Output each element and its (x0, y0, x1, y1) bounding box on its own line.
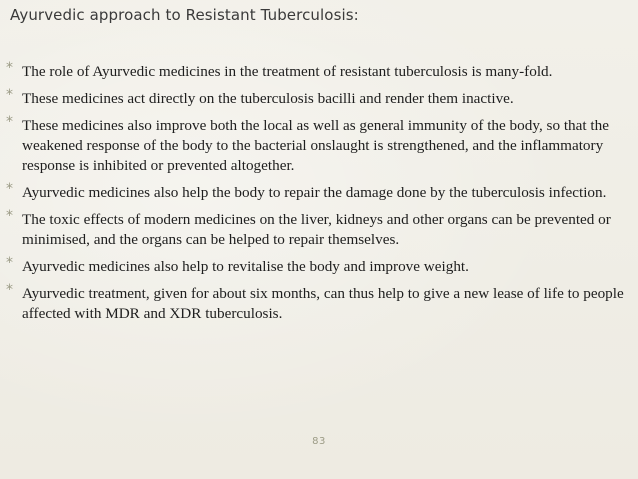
bullet-item (6, 257, 636, 277)
bullet-marker: * (6, 87, 13, 103)
bullet-text: The toxic effects of modern medicines on the liver, kidneys and other organs can be prevented or minimised, and the organs can be helped to repair themselves. (22, 211, 611, 248)
page-number: 83 (312, 436, 326, 447)
bullet-text: Ayurvedic treatment, given for about six months, can thus help to give a new lease of life to people affected with MDR and XDR tuberculosis. (22, 285, 624, 322)
bullet-text: The role of Ayurvedic medicines in the treatment of resistant tuberculosis is many-fold. (22, 63, 553, 80)
slide-title: Ayurvedic approach to Resistant Tuberculosis: (10, 6, 359, 24)
bullet-text: Ayurvedic medicines also help the body to repair the damage done by the tuberculosis infection. (22, 184, 607, 201)
bullet-item (6, 210, 636, 250)
bullet-marker: * (6, 282, 13, 298)
bullet-item (6, 116, 636, 176)
bullet-text: Ayurvedic medicines also help to revitalise the body and improve weight. (22, 258, 469, 275)
bullet-marker: * (6, 60, 13, 76)
bullet-item (6, 62, 636, 82)
bullet-text: These medicines act directly on the tuberculosis bacilli and render them inactive. (22, 90, 514, 107)
bullet-list (6, 62, 636, 331)
bullet-item (6, 284, 636, 324)
bullet-marker: * (6, 114, 13, 130)
bullet-item (6, 89, 636, 109)
bullet-marker: * (6, 181, 13, 197)
bullet-text: These medicines also improve both the local as well as general immunity of the body, so that the weakened response of the body to the bacterial onslaught is strengthened, and the inflammatory response is inhibited or prevented altogether. (22, 117, 609, 174)
bullet-item (6, 183, 636, 203)
bullet-marker: * (6, 208, 13, 224)
bullet-marker: * (6, 255, 13, 271)
